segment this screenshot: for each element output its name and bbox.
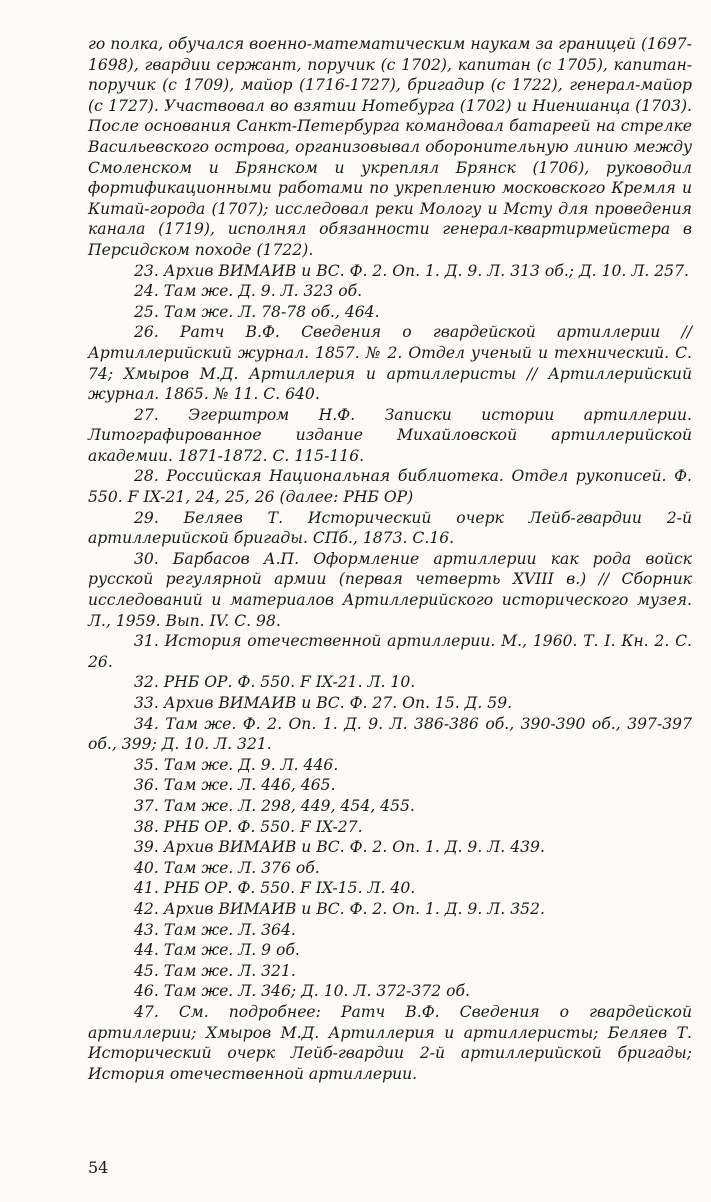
note-31: 31. История отечественной артиллерии. М., 1960. Т. I. Кн. 2. С. 26.	[88, 632, 692, 671]
note-30: 30. Барбасов А.П. Оформление артиллерии как рода войск русской регулярной армии (первая четверть XVIII в.) // Сборник исследований и материалов Артиллерийского исторического музея. Л., 1959. Вып. IV. С. 98.	[88, 549, 692, 630]
note-35: 35. Там же. Д. 9. Л. 446.	[134, 755, 339, 774]
page-number: 54	[88, 1158, 109, 1177]
note-33: 33. Архив ВИМАИВ и ВС. Ф. 27. Оп. 15. Д. 59.	[134, 694, 513, 712]
note-24: 24. Там же. Д. 9. Л. 323 об.	[134, 282, 363, 301]
note-25: 25. Там же. Л. 78-78 об., 464.	[134, 302, 380, 321]
note-27: 27. Эгерштром Н.Ф. Записки истории артиллерии. Литографированное издание Михайловской артиллерийской академии. 1871-1872. С. 115-116.	[88, 405, 692, 465]
note-38: 38. РНБ ОР. Ф. 550. F IX-27.	[134, 817, 363, 836]
endnotes	[88, 34, 692, 1084]
note-45: 45. Там же. Л. 321.	[134, 961, 296, 980]
note-26: 26. Ратч В.Ф. Сведения о гвардейской артиллерии // Артиллерийский журнал. 1857. № 2. Отдел ученый и технический. С. 74; Хмыров М.Д. Артиллерия и артиллеристы // Артиллерийский журнал. 1865. № 11. С. 640.	[88, 323, 692, 404]
note-46: 46. Там же. Л. 346; Д. 10. Л. 372-372 об.	[134, 982, 470, 1001]
continued-note-text: го полка, обучался военно-математическим наукам за границей (1697-1698), гвардии сержант, поручик (с 1702), капитан (с 1705), капитан-поручик (с 1709), майор (1716-1727), бригадир (с 1722), генерал-майор (с 1727). Участвовал во взятии Нотебурга (1702) и Ниеншанца (1703). После основания Санкт-Петербурга командовал батареей на стрелке Васильевского острова, организовывал оборонительную линию между Смоленском и Брянском и укреплял Брянск (1706), руководил фортификационными работами по укреплению московского Кремля и Китай-города (1707); исследовал реки Мологу и Мсту для проведения канала (1719), исполнял обязанности генерал-квартирмейстера в Персидском походе (1722).	[88, 35, 692, 259]
note-29: 29. Беляев Т. Исторический очерк Лейб-гвардии 2-й артиллерийской бригады. СПб., 1873. С.16.	[88, 508, 692, 548]
note-41: 41. РНБ ОР. Ф. 550. F IX-15. Л. 40.	[134, 879, 416, 898]
note-39: 39. Архив ВИМАИВ и ВС. Ф. 2. Оп. 1. Д. 9. Л. 439.	[134, 838, 545, 857]
note-37: 37. Там же. Л. 298, 449, 454, 455.	[134, 796, 415, 815]
note-44: 44. Там же. Л. 9 об.	[134, 941, 300, 960]
note-23: 23. Архив ВИМАИВ и ВС. Ф. 2. Оп. 1. Д. 9. Л. 313 об.; Д. 10. Л. 257.	[134, 261, 689, 280]
note-32: 32. РНБ ОР. Ф. 550. F IX-21. Л. 10.	[134, 673, 416, 692]
note-47: 47. См. подробнее: Ратч В.Ф. Сведения о гвардейской артиллерии; Хмыров М.Д. Артиллерия и артиллеристы; Беляев Т. Исторический очерк Лейб-гвардии 2-й артиллерийской бригады; История отечественной артиллерии.	[88, 1002, 692, 1083]
note-34: 34. Там же. Ф. 2. Оп. 1. Д. 9. Л. 386-386 об., 390-390 об., 397-397 об., 399; Д. 10. Л. 321.	[88, 714, 692, 754]
note-28: 28. Российская Национальная библиотека. Отдел рукописей. Ф. 550. F IX-21, 24, 25, 26 (далее: РНБ ОР)	[88, 467, 692, 507]
note-43: 43. Там же. Л. 364.	[134, 920, 296, 939]
note-40: 40. Там же. Л. 376 об.	[134, 858, 320, 877]
note-42: 42. Архив ВИМАИВ и ВС. Ф. 2. Оп. 1. Д. 9. Л. 352.	[134, 899, 545, 918]
note-36: 36. Там же. Л. 446, 465.	[134, 776, 336, 795]
